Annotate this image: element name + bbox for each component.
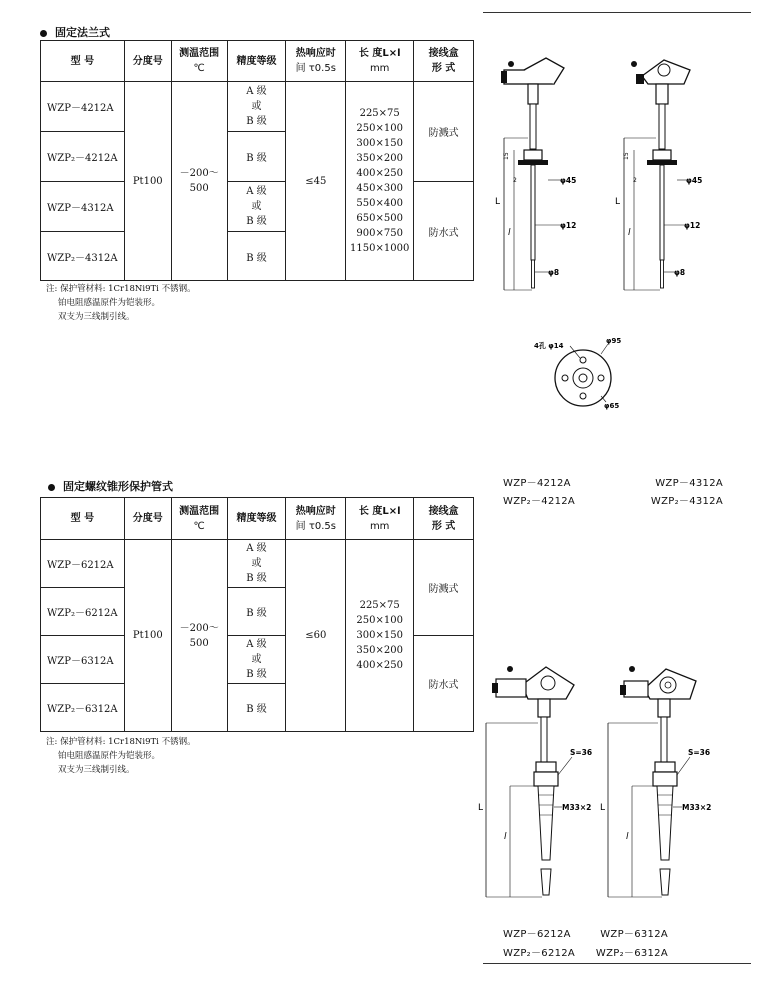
dim-l: l bbox=[508, 228, 511, 238]
dim-s36: S=36 bbox=[570, 748, 593, 757]
length-cell: 225×75 250×100 300×150 350×200 400×250 450×300 550×400 650×500 900×750 1150×1000 bbox=[346, 82, 414, 281]
dim-m33: M33×2 bbox=[562, 803, 592, 812]
section2-captions: WZP－6212A WZP－6312A WZP₂－6212A WZP₂－6312A bbox=[503, 929, 668, 959]
section1-spec-table bbox=[40, 40, 474, 281]
accuracy-cell: B 级 bbox=[227, 684, 286, 732]
flange-thermometer-drawing-left bbox=[484, 40, 602, 295]
dim-L: L bbox=[600, 803, 606, 813]
accuracy-cell: B 级 bbox=[227, 232, 286, 281]
dim-phi12: φ12 bbox=[560, 221, 577, 230]
table-row-model: WZP－6212A bbox=[41, 540, 125, 588]
dim-s36: S=36 bbox=[688, 748, 711, 757]
dim-phi12: φ12 bbox=[684, 221, 701, 230]
response-cell: ≤60 bbox=[286, 540, 346, 732]
range-cell: －200～ 500 bbox=[171, 540, 227, 732]
dim-phi65: φ65 bbox=[604, 402, 620, 410]
dim-l: l bbox=[504, 832, 507, 842]
header-model: 型 号 bbox=[41, 41, 125, 82]
table-row-model: WZP₂－6212A bbox=[41, 588, 125, 636]
dim-2: 2 bbox=[633, 177, 637, 184]
dim-L: L bbox=[478, 803, 484, 813]
header-length: 长 度L×l mm bbox=[346, 41, 414, 82]
accuracy-cell: A 级 或 B 级 bbox=[227, 182, 286, 232]
dim-15: 15 bbox=[503, 152, 510, 160]
header-graduation: 分度号 bbox=[124, 41, 171, 82]
header-box: 接线盒 形 式 bbox=[414, 41, 474, 82]
section2-title: 固定螺纹锥形保护管式 bbox=[48, 478, 173, 494]
header-response: 热响应时 间 τ0.5s bbox=[286, 41, 346, 82]
dim-L: L bbox=[615, 197, 621, 207]
box-type-cell: 防水式 bbox=[414, 636, 474, 732]
dim-phi45: φ45 bbox=[560, 176, 577, 185]
dim-m33: M33×2 bbox=[682, 803, 712, 812]
table-row-model: WZP－4312A bbox=[41, 182, 125, 232]
section1-title: 固定法兰式 bbox=[40, 24, 110, 40]
accuracy-cell: A 级 或 B 级 bbox=[227, 540, 286, 588]
dim-phi8: φ8 bbox=[548, 268, 560, 277]
section1-notes: 注: 保护管材料: 1Cr18Ni9Ti 不锈钢。 铂电阻感温原件为铠装形。 双支为三线制引线。 bbox=[46, 284, 196, 322]
accuracy-cell: B 级 bbox=[227, 132, 286, 182]
dim-phi8: φ8 bbox=[674, 268, 686, 277]
range-cell: －200～ 500 bbox=[171, 82, 227, 281]
dim-15: 15 bbox=[623, 152, 630, 160]
bullet-icon bbox=[40, 30, 47, 37]
header-rule bbox=[483, 12, 751, 13]
graduation-cell: Pt100 bbox=[124, 82, 171, 281]
threaded-thermometer-drawing-left bbox=[476, 655, 598, 903]
header-response: 热响应时 间 τ0.5s bbox=[286, 498, 346, 540]
table-row-model: WZP₂－4212A bbox=[41, 132, 125, 182]
footer-rule bbox=[483, 963, 751, 964]
header-range: 测温范围 ℃ bbox=[171, 498, 227, 540]
table-row-model: WZP－4212A bbox=[41, 82, 125, 132]
dim-l: l bbox=[626, 832, 629, 842]
dim-phi95: φ95 bbox=[606, 337, 622, 345]
accuracy-cell: B 级 bbox=[227, 588, 286, 636]
dim-phi45: φ45 bbox=[686, 176, 703, 185]
dim-4holes: 4孔 φ14 bbox=[534, 342, 564, 350]
accuracy-cell: A 级 或 B 级 bbox=[227, 82, 286, 132]
flange-thermometer-drawing-right bbox=[604, 40, 722, 295]
header-length: 长 度L×l mm bbox=[346, 498, 414, 540]
table-row-model: WZP－6312A bbox=[41, 636, 125, 684]
section1-captions: WZP－4212A WZP－4312A WZP₂－4212A WZP₂－4312A bbox=[503, 478, 723, 507]
bullet-icon bbox=[48, 484, 55, 491]
header-graduation: 分度号 bbox=[124, 498, 171, 540]
threaded-thermometer-drawing-right bbox=[600, 655, 722, 903]
table-row-model: WZP₂－4312A bbox=[41, 232, 125, 281]
box-type-cell: 防水式 bbox=[414, 182, 474, 281]
header-accuracy: 精度等级 bbox=[227, 498, 286, 540]
graduation-cell: Pt100 bbox=[124, 540, 171, 732]
header-range: 测温范围 ℃ bbox=[171, 41, 227, 82]
flange-plan-view bbox=[528, 332, 638, 414]
table-row-model: WZP₂－6312A bbox=[41, 684, 125, 732]
box-type-cell: 防溅式 bbox=[414, 82, 474, 182]
header-accuracy: 精度等级 bbox=[227, 41, 286, 82]
section2-spec-table bbox=[40, 497, 474, 732]
header-box: 接线盒 形 式 bbox=[414, 498, 474, 540]
response-cell: ≤45 bbox=[286, 82, 346, 281]
section2-notes: 注: 保护管材料: 1Cr18Ni9Ti 不锈钢。 铂电阻感温原件为铠装形。 双支为三线制引线。 bbox=[46, 737, 196, 775]
accuracy-cell: A 级 或 B 级 bbox=[227, 636, 286, 684]
length-cell: 225×75 250×100 300×150 350×200 400×250 bbox=[346, 540, 414, 732]
header-model: 型 号 bbox=[41, 498, 125, 540]
dim-l: l bbox=[628, 228, 631, 238]
dim-L: L bbox=[495, 197, 501, 207]
dim-2: 2 bbox=[513, 177, 517, 184]
box-type-cell: 防溅式 bbox=[414, 540, 474, 636]
